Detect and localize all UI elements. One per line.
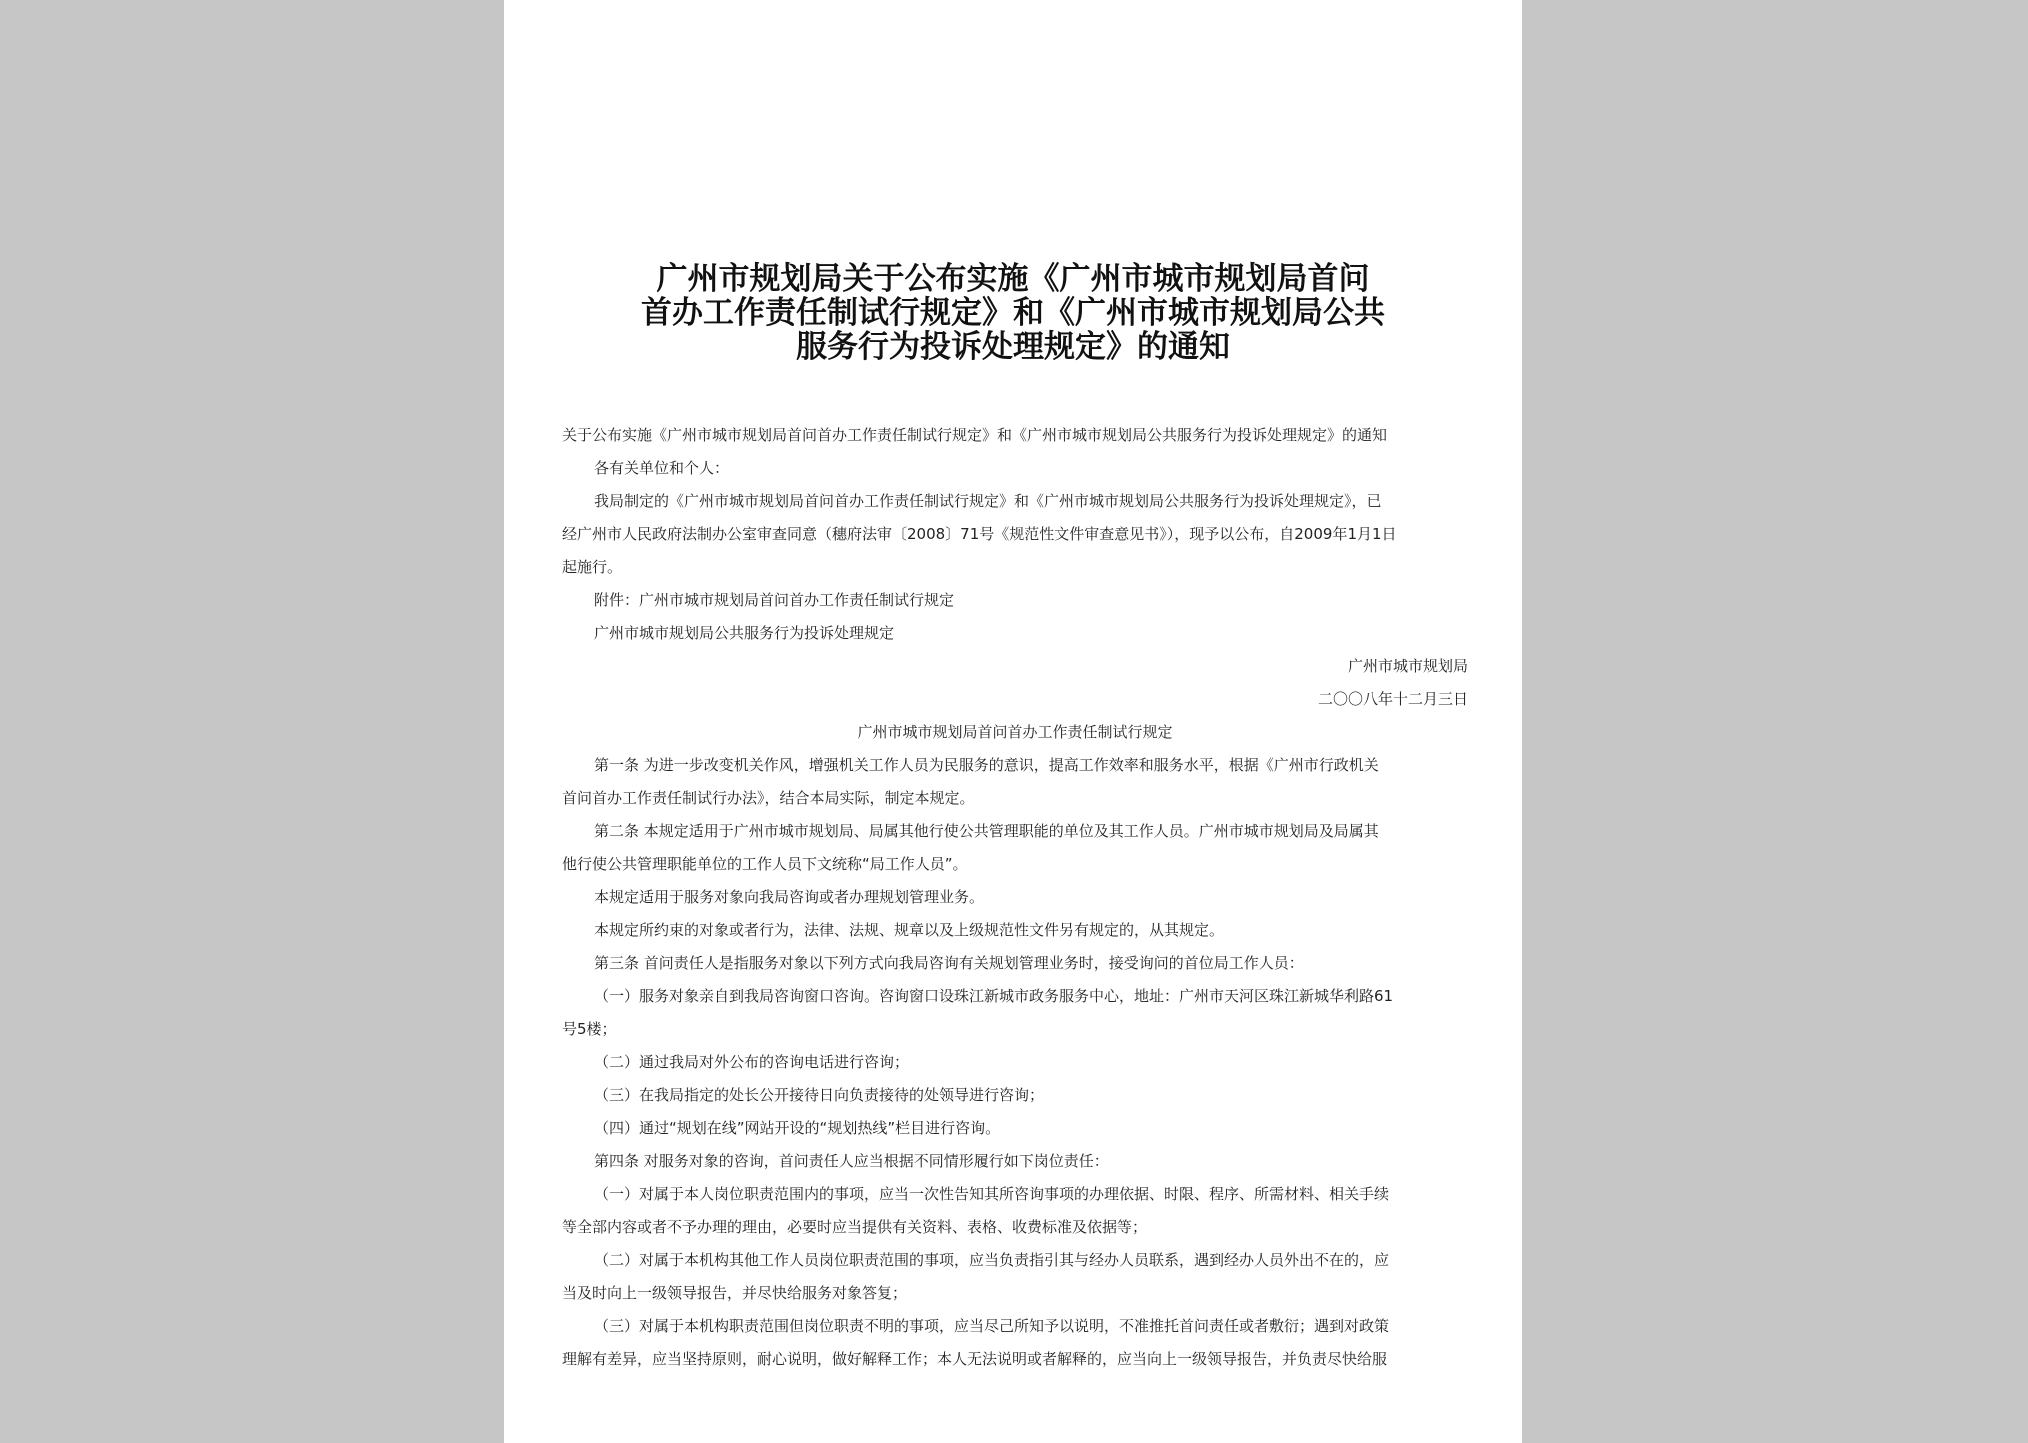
article-line: 本规定所约束的对象或者行为，法律、法规、规章以及上级规范性文件另有规定的，从其规定。: [594, 921, 1225, 939]
article-line: 第一条 为进一步改变机关作风，增强机关工作人员为民服务的意识，提高工作效率和服务水平，根据《广州市行政机关: [594, 756, 1379, 774]
list-item-line: 等全部内容或者不予办理的理由，必要时应当提供有关资料、表格、收费标准及依据等；: [562, 1218, 1148, 1236]
document-body: [562, 419, 1468, 1376]
article-line: 第四条 对服务对象的咨询，首问责任人应当根据不同情形履行如下岗位责任：: [594, 1152, 1109, 1170]
issue-date: 二〇〇八年十二月三日: [1317, 690, 1468, 708]
notice-subject-line: 关于公布实施《广州市城市规划局首问首办工作责任制试行规定》和《广州市城市规划局公共服务行为投诉处理规定》的通知: [562, 426, 1388, 444]
body-line: 经广州市人民政府法制办公室审查同意（穗府法审〔2008〕71号《规范性文件审查意见书》），现予以公布，自2009年1月1日: [562, 525, 1397, 543]
list-item-line: 号5楼；: [562, 1020, 617, 1038]
issuer-signature: 广州市城市规划局: [1347, 657, 1468, 675]
article-line: 第三条 首问责任人是指服务对象以下列方式向我局咨询有关规划管理业务时，接受询问的首位局工作人员：: [594, 954, 1304, 972]
list-item-line: （四）通过“规划在线”网站开设的“规划热线”栏目进行咨询。: [594, 1119, 1001, 1137]
list-item-line: （二）通过我局对外公布的咨询电话进行咨询；: [594, 1053, 910, 1071]
list-item-line: 理解有差异，应当坚持原则，耐心说明，做好解释工作；本人无法说明或者解释的，应当向上一级领导报告，并负责尽快给服: [562, 1350, 1388, 1368]
title-line: 首办工作责任制试行规定》和《广州市城市规划局公共: [641, 295, 1385, 331]
title-line: 服务行为投诉处理规定》的通知: [796, 329, 1230, 365]
body-line: 我局制定的《广州市城市规划局首问首办工作责任制试行规定》和《广州市城市规划局公共服务行为投诉处理规定》，已: [594, 492, 1382, 510]
article-line: 他行使公共管理职能单位的工作人员下文统称“局工作人员”。: [562, 855, 968, 873]
attachment-line: 广州市城市规划局公共服务行为投诉处理规定: [594, 624, 895, 642]
list-item-line: （三）对属于本机构职责范围但岗位职责不明的事项，应当尽己所知予以说明，不准推托首问责任或者敷衍；遇到对政策: [594, 1317, 1390, 1335]
salutation: 各有关单位和个人：: [594, 459, 730, 477]
article-line: 第二条 本规定适用于广州市城市规划局、局属其他行使公共管理职能的单位及其工作人员。广州市城市规划局及局属其: [594, 822, 1379, 840]
document-page: [504, 0, 1522, 1443]
list-item-line: （一）对属于本人岗位职责范围内的事项，应当一次性告知其所咨询事项的办理依据、时限、程序、所需材料、相关手续: [594, 1185, 1390, 1203]
list-item-line: 当及时向上一级领导报告，并尽快给服务对象答复；: [562, 1284, 908, 1302]
list-item-line: （二）对属于本机构其他工作人员岗位职责范围的事项，应当负责指引其与经办人员联系，遇到经办人员外出不在的，应: [594, 1251, 1390, 1269]
attachment-line: 附件：广州市城市规划局首问首办工作责任制试行规定: [594, 591, 955, 609]
document-title: [544, 262, 1482, 364]
title-line: 广州市规划局关于公布实施《广州市城市规划局首问: [656, 261, 1370, 297]
body-line: 起施行。: [562, 558, 623, 576]
article-line: 本规定适用于服务对象向我局咨询或者办理规划管理业务。: [594, 888, 985, 906]
article-line: 首问首办工作责任制试行办法》，结合本局实际，制定本规定。: [562, 789, 975, 807]
section-heading: 广州市城市规划局首问首办工作责任制试行规定: [857, 723, 1173, 741]
list-item-line: （三）在我局指定的处长公开接待日向负责接待的处领导进行咨询；: [594, 1086, 1045, 1104]
list-item-line: （一）服务对象亲自到我局咨询窗口咨询。咨询窗口设珠江新城市政务服务中心，地址：广州市天河区珠江新城华利路61: [594, 987, 1394, 1005]
